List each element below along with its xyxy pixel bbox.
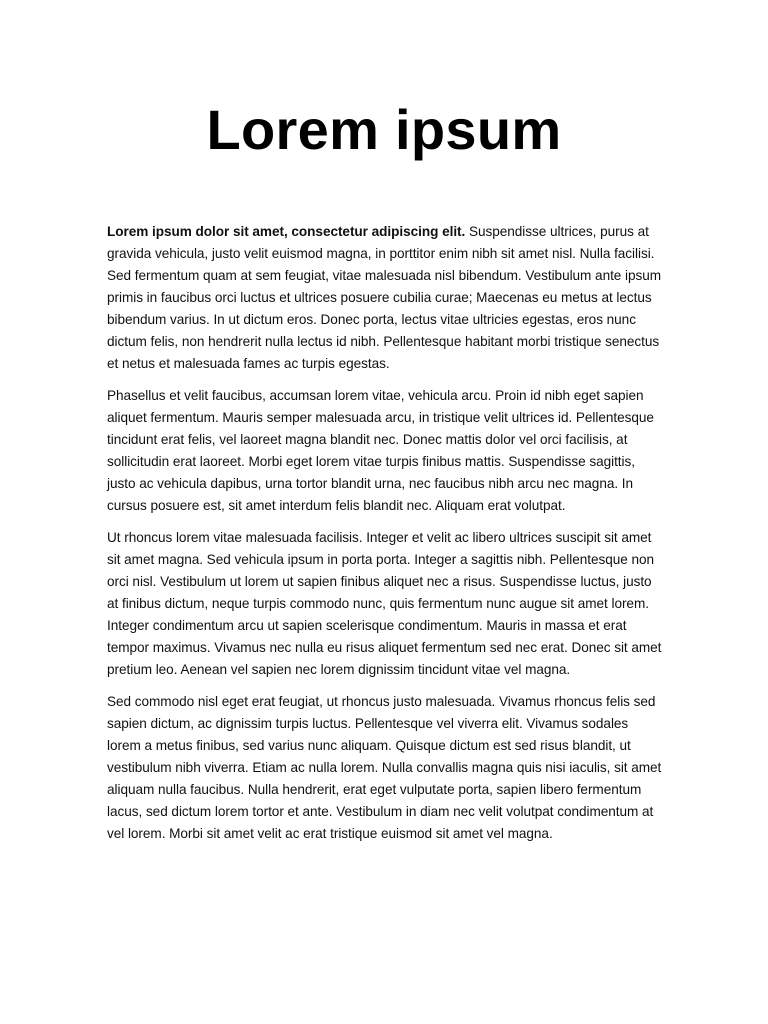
paragraph-2: Phasellus et velit faucibus, accumsan lorem vitae, vehicula arcu. Proin id nibh eget sapien aliquet fermentum. Mauris semper malesuada arcu, in tristique velit ultrices id. Pellentesque tincidunt erat felis, vel laoreet magna blandit nec. Donec mattis dolor vel orci facilisis, at sollicitudin erat laoreet. Morbi eget lorem vitae turpis finibus mattis. Suspendisse sagittis, justo ac vehicula dapibus, urna tortor blandit urna, nec faucibus nibh arcu nec magna. In cursus posuere est, sit amet interdum felis blandit nec. Aliquam erat volutpat.: [107, 388, 654, 513]
paragraph-4: Sed commodo nisl eget erat feugiat, ut rhoncus justo malesuada. Vivamus rhoncus felis sed sapien dictum, ac dignissim turpis luctus. Pellentesque vel viverra elit. Vivamus sodales lorem a metus finibus, sed varius nunc aliquam. Quisque dictum est sed risus blandit, ut vestibulum nibh viverra. Etiam ac nulla lorem. Nulla convallis magna quis nisi iaculis, sit amet aliquam nulla faucibus. Nulla hendrerit, erat eget vulputate porta, sapien libero fermentum lacus, sed dictum lorem tortor et ante. Vestibulum in diam nec velit volutpat condimentum at vel lorem. Morbi sit amet velit ac erat tristique euismod sit amet vel magna.: [107, 694, 662, 841]
paragraph-1: [107, 221, 663, 375]
paragraph-1-text: Suspendisse ultrices, purus at gravida vehicula, justo velit euismod magna, in porttitor enim nibh sit amet nisl. Nulla facilisi. Sed fermentum quam at sem feugiat, vitae malesuada nisl bibendum. Vestibulum ante ipsum primis in faucibus orci luctus et ultrices posuere cubilia curae; Maecenas eu metus at lectus bibendum varius. In ut dictum eros. Donec porta, lectus vitae ultricies egestas, eros nunc dictum felis, non hendrerit nulla lectus id nibh. Pellentesque habitant morbi tristique senectus et netus et malesuada fames ac turpis egestas.: [107, 224, 662, 371]
page-title: Lorem ipsum: [206, 98, 562, 161]
document-body: [107, 221, 663, 855]
paragraph-1-lead: Lorem ipsum dolor sit amet, consectetur adipiscing elit.: [107, 224, 466, 239]
paragraph-3: Ut rhoncus lorem vitae malesuada facilisis. Integer et velit ac libero ultrices suscipit sit amet sit amet magna. Sed vehicula ipsum in porta porta. Integer a sagittis nibh. Pellentesque non orci nisl. Vestibulum ut lorem ut sapien finibus aliquet nec a risus. Suspendisse luctus, justo at finibus dictum, neque turpis commodo nunc, quis fermentum nunc augue sit amet lorem. Integer condimentum arcu ut sapien scelerisque condimentum. Mauris in massa et erat tempor maximus. Vivamus nec nulla eu risus aliquet fermentum sed nec erat. Donec sit amet pretium leo. Aenean vel sapien nec lorem dignissim tincidunt vitae vel magna.: [107, 530, 662, 677]
